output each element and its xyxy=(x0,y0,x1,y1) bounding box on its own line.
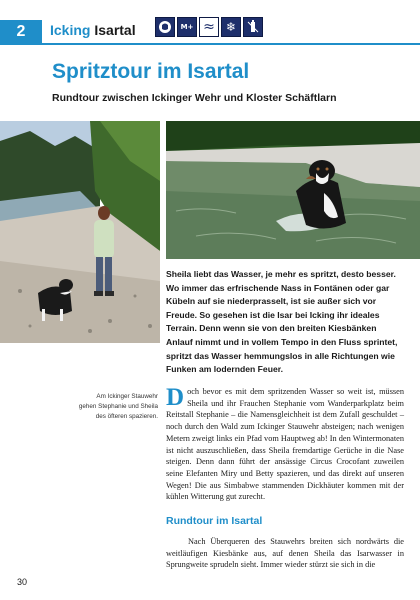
bottle-icon xyxy=(243,17,263,37)
photo-dog-running-in-river xyxy=(166,121,420,259)
snowflake-icon: ❄ xyxy=(221,17,241,37)
chapter-title xyxy=(50,22,136,38)
caption-line: gehen Stephanie und Sheila xyxy=(78,403,158,410)
article-subtitle: Rundtour zwischen Ickinger Wehr und Kloster Schäftlarn xyxy=(52,92,337,104)
article-body-continued: Nach Überqueren des Stauwehrs breiten sich nordwärts die weitläufigen Kiesbänke aus, auf denen Sheila das Isarwasser in Sprungweite sprudeln sieht. Immer wieder stürzt sie sich in die xyxy=(166,537,404,570)
chapter-title-region: Isartal xyxy=(94,22,136,38)
page-number: 30 xyxy=(17,577,28,587)
caption-line: des öfteren spazieren. xyxy=(95,413,158,420)
dog-friendly-rating-icon: M+ xyxy=(177,17,197,37)
article-lead: Sheila liebt das Wasser, je mehr es spritzt, desto besser. Wo immer das erfrischende Nass in Fontänen oder gar Kübeln auf sie niederprasselt, ist sie außer sich vor Freude. So gesehen ist die Isar bei Icking ihr ideales Terrain. Denn wenn sie von den breiten Kiesbänken Anlauf nimmt und in vollem Tempo in den Fluss sprintet, spritzt das Wasser hemmungslos in alle Richtungen wie Funken am lodernden Feuer. xyxy=(166,269,398,375)
section-heading: Rundtour im Isartal xyxy=(166,515,263,527)
photo-woman-and-dog-on-gravel-bank xyxy=(0,121,160,343)
water-icon: ≈ xyxy=(199,17,219,37)
dog-icon xyxy=(155,17,175,37)
article-body xyxy=(166,386,404,503)
tour-icons xyxy=(155,17,263,37)
chapter-number: 2 xyxy=(0,20,42,44)
header-rule xyxy=(0,43,420,45)
chapter-header xyxy=(0,0,420,44)
photo-caption xyxy=(40,392,158,422)
article-body-text: och bevor es mit dem spritzenden Wasser so weit ist, müssen Sheila und ihr Frauchen Stephanie vom Wanderparkplatz beim Reitstall Stephanie – die Namensgleichheit ist dem Zufall geschuldet – noch durch den Wald zum Ickinger Stauwehr absteigen; nach wenigen Metern zweigt links ein Pfad vom Hauptweg ab! In den Wintermonaten ist nicht auszuschließen, dass Sheila fremdartige Gerüche in die Nase steigen. Denn dann führt der ansässige Circus Crocofant zuweilen seine Elefanten Miry und Betty spazieren, und das direkt auf unseren Wegen! Die aus Simbabwe stammenden Dickhäuter kommen mit der kühlen Witterung gut zurecht. xyxy=(166,387,404,502)
caption-line: Am Ickinger Stauwehr xyxy=(96,393,158,400)
article-title: Spritztour im Isartal xyxy=(52,60,250,83)
drop-cap: D xyxy=(166,384,185,411)
chapter-title-place: Icking xyxy=(50,22,91,38)
